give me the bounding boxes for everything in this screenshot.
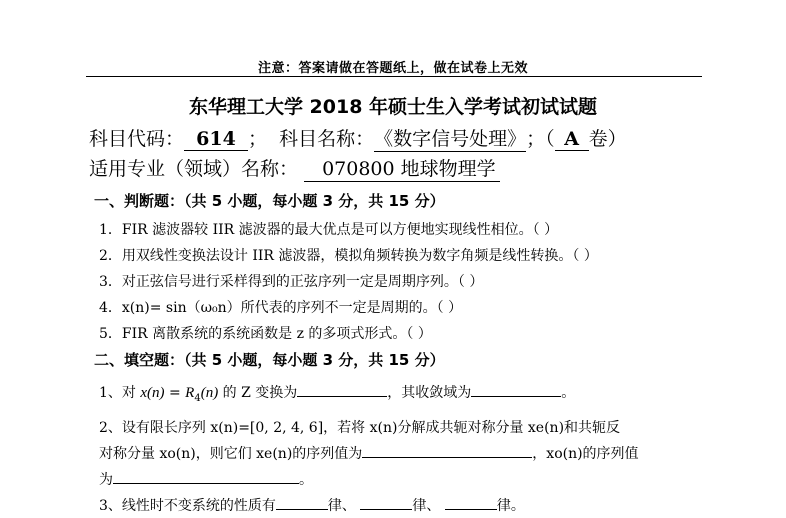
fill-q3-sep2: 律、 [412, 498, 441, 514]
major-label: 适用专业（领域）名称： [89, 158, 299, 180]
formula-equals: = [164, 385, 186, 401]
fill-q3-prefix: 3、线性时不变系统的性质有 [99, 498, 276, 514]
exam-notice: 注意：答案请做在答题纸上，做在试卷上无效 [257, 61, 528, 76]
subject-code-label: 科目代码： [89, 128, 185, 150]
tf-question-4: 4．x(n)= sin（ω₀n）所代表的序列不一定是周期的。（ ） [99, 300, 463, 316]
fill-q3-blank-2[interactable] [360, 495, 412, 510]
tf-question-1: 1．FIR 滤波器较 IIR 滤波器的最大优点是可以方便地实现线性相位。（ ） [99, 222, 559, 238]
paper-version-value: A [555, 128, 589, 151]
subject-name-value: 《数字信号处理》 [374, 124, 526, 152]
fill-question-2-line-1: 2、设有限长序列 x(n)=[0, 2, 4, 6]，若将 x(n)分解成共轭对称分量 xe(n)和共轭反 [99, 420, 621, 436]
header-divider [86, 76, 702, 77]
fill-q1-blank-1[interactable] [297, 382, 387, 397]
subject-name-label: 科目名称： [279, 128, 375, 150]
fill-q2-text-c: 为 [99, 472, 113, 488]
formula-arg: (n) [200, 385, 219, 401]
fill-question-3 [99, 495, 525, 515]
tf-question-3: 3．对正弦信号进行采样得到的正弦序列一定是周期序列。（ ） [99, 274, 484, 290]
subject-code-separator: ； [248, 128, 268, 150]
fill-q3-blank-1[interactable] [276, 495, 328, 510]
fill-q1-blank-2[interactable] [471, 382, 561, 397]
formula-x: x(n) [140, 385, 165, 401]
fill-q2-text-d: 。 [299, 472, 313, 488]
fill-q2-blank-2[interactable] [113, 469, 299, 484]
fill-q3-sep1: 律、 [327, 498, 356, 514]
fill-question-2-line-2 [99, 443, 639, 463]
fill-q2-text-b: ，xo(n)的序列值 [532, 446, 639, 462]
major-value: 070800 地球物理学 [304, 154, 500, 182]
formula-subscript: 4 [194, 392, 201, 404]
section-fill-blank-heading: 二、填空题：（共 5 小题，每小题 3 分，共 15 分） [94, 351, 445, 369]
fill-q2-blank-1[interactable] [362, 443, 532, 458]
tf-question-5: 5．FIR 离散系统的系统函数是 z 的多项式形式。（ ） [99, 326, 432, 342]
fill-question-1 [99, 382, 575, 404]
subject-code-value: 614 [184, 128, 248, 151]
fill-q1-mid2: ，其收敛域为 [387, 385, 472, 401]
fill-q1-end: 。 [561, 385, 576, 401]
paper-version-close: 卷） [588, 128, 627, 150]
major-info-line [89, 154, 500, 182]
fill-q1-mid: 的 Z 变换为 [218, 385, 298, 401]
page-title: 东华理工大学 2018 年硕士生入学考试初试试题 [188, 96, 598, 118]
fill-q3-end: 律。 [496, 498, 525, 514]
formula-r: R [185, 385, 195, 401]
fill-q3-blank-3[interactable] [445, 495, 497, 510]
section-true-false-heading: 一、判断题：（共 5 小题，每小题 3 分，共 15 分） [94, 192, 445, 210]
tf-question-2: 2．用双线性变换法设计 IIR 滤波器，模拟角频转换为数字角频是线性转换。（ ） [99, 248, 598, 264]
paper-version-open: ；（ [526, 128, 555, 150]
fill-question-2-line-3 [99, 469, 313, 489]
subject-info-line [89, 124, 627, 152]
fill-q1-prefix: 1、对 [99, 385, 141, 401]
fill-q2-text-a: 对称分量 xo(n)，则它们 xe(n)的序列值为 [99, 446, 363, 462]
